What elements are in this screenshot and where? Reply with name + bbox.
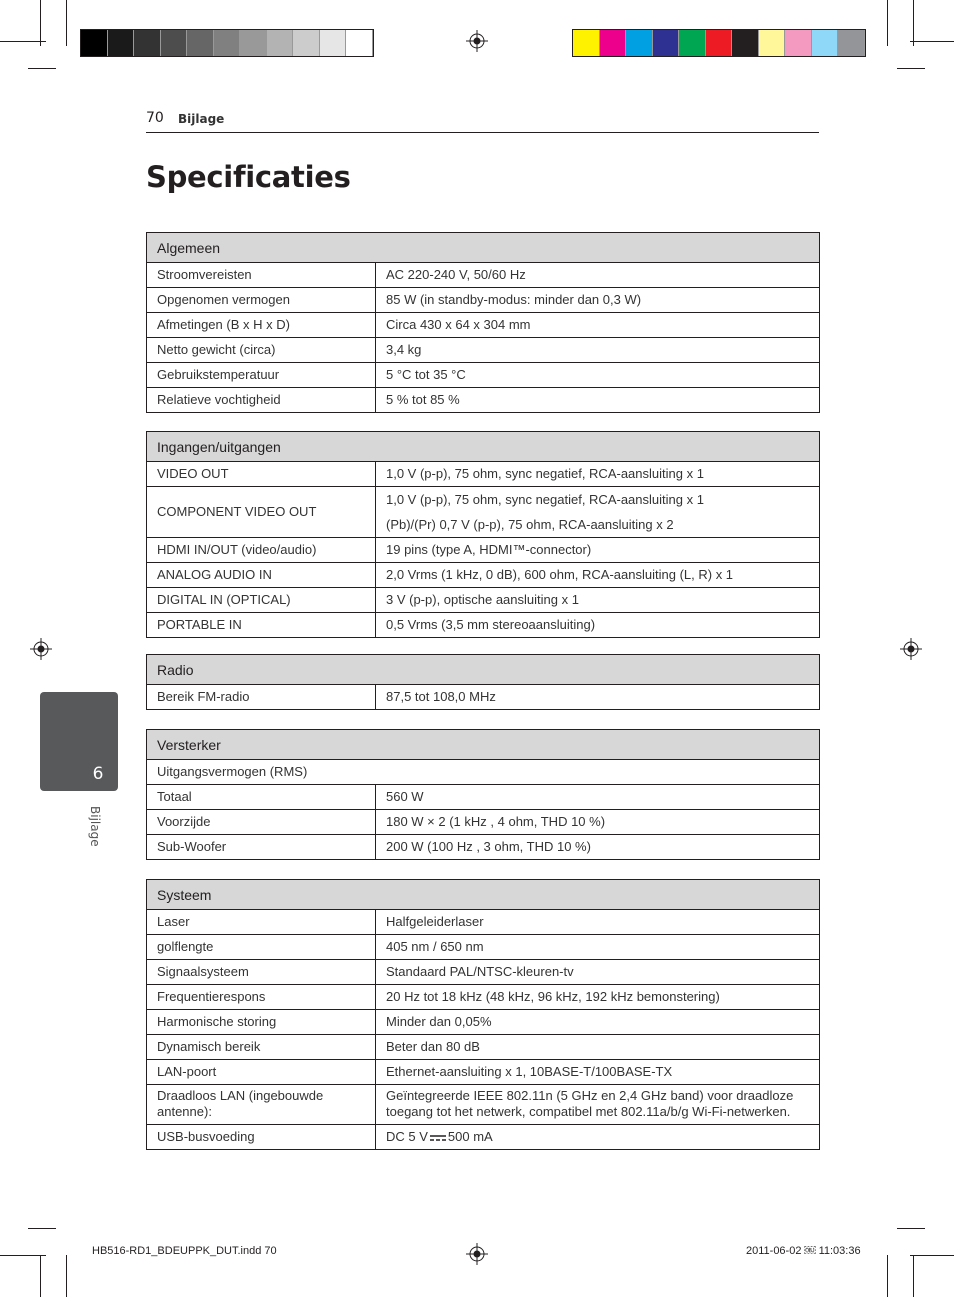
table-row: Sub-Woofer 200 W (100 Hz , 3 ohm, THD 10 %) <box>147 835 820 860</box>
table-row: DIGITAL IN (OPTICAL) 3 V (p-p), optische aansluiting x 1 <box>147 588 820 613</box>
crop-mark <box>0 41 46 42</box>
table-row: Harmonische storing Minder dan 0,05% <box>147 1010 820 1035</box>
crop-mark <box>910 1255 954 1256</box>
color-swatch <box>626 30 653 56</box>
table-row: Afmetingen (B x H x D) Circa 430 x 64 x 304 mm <box>147 313 820 338</box>
table-row: Gebruikstemperatuur 5 °C tot 35 °C <box>147 363 820 388</box>
header-rule <box>146 132 819 133</box>
table-row: USB-busvoeding DC 5 V 500 mA <box>147 1125 820 1150</box>
table-row: PORTABLE IN 0,5 Vrms (3,5 mm stereoaansluiting) <box>147 613 820 638</box>
registration-mark-icon <box>900 638 922 660</box>
color-swatch <box>293 30 320 56</box>
color-swatch <box>240 30 267 56</box>
table-row: Totaal 560 W <box>147 785 820 810</box>
crop-mark <box>40 0 41 46</box>
color-swatch <box>759 30 786 56</box>
table-heading: Radio <box>147 655 820 685</box>
table-row: Netto gewicht (circa) 3,4 kg <box>147 338 820 363</box>
color-swatch <box>812 30 839 56</box>
color-swatch <box>346 30 373 56</box>
table-row: Opgenomen vermogen 85 W (in standby-modus: minder dan 0,3 W) <box>147 288 820 313</box>
color-swatch <box>320 30 347 56</box>
chapter-number: 6 <box>92 764 104 784</box>
color-swatch <box>267 30 294 56</box>
color-swatch <box>679 30 706 56</box>
table-row: Dynamisch bereik Beter dan 80 dB <box>147 1035 820 1060</box>
table-row: Uitgangsvermogen (RMS) <box>147 760 820 785</box>
color-swatch <box>706 30 733 56</box>
table-heading: Ingangen/uitgangen <box>147 432 820 462</box>
crop-mark <box>0 1255 46 1256</box>
spec-table-algemeen <box>146 232 820 413</box>
spec-table-systeem <box>146 879 820 1150</box>
table-row: Bereik FM-radio 87,5 tot 108,0 MHz <box>147 685 820 710</box>
table-row: Laser Halfgeleiderlaser <box>147 910 820 935</box>
page-title: Specificaties <box>146 160 351 194</box>
crop-mark <box>913 1255 914 1297</box>
spec-table-io <box>146 431 820 638</box>
spec-table-versterker <box>146 729 820 860</box>
table-row: ANALOG AUDIO IN 2,0 Vrms (1 kHz, 0 dB), 600 ohm, RCA-aansluiting (L, R) x 1 <box>147 563 820 588</box>
table-row: COMPONENT VIDEO OUT 1,0 V (p-p), 75 ohm, sync negatief, RCA-aansluiting x 1 (Pb)/(Pr) 0,7 V (p-p), 75 ohm, RCA-aansluiting x 2 <box>147 487 820 538</box>
table-heading: Versterker <box>147 730 820 760</box>
registration-mark-icon <box>466 30 488 52</box>
chapter-label: Bijlage <box>88 806 102 847</box>
page-number: 70 <box>146 110 164 126</box>
color-calibration-bar <box>572 29 866 57</box>
table-row: Draadloos LAN (ingebouwde antenne): Geïntegreerde IEEE 802.11n (5 GHz en 2,4 GHz band) voor draadloze toegang tot het netwerk, compatibel met 802.11a/b/g Wi-Fi-netwerken. <box>147 1085 820 1125</box>
color-swatch <box>653 30 680 56</box>
table-heading: Algemeen <box>147 233 820 263</box>
table-row: Relatieve vochtigheid 5 % tot 85 % <box>147 388 820 413</box>
table-row: Signaalsysteem Standaard PAL/NTSC-kleuren-tv <box>147 960 820 985</box>
color-swatch <box>81 30 108 56</box>
section-label: Bijlage <box>178 112 225 126</box>
registration-mark-icon <box>30 638 52 660</box>
table-row: golflengte 405 nm / 650 nm <box>147 935 820 960</box>
gray-calibration-bar <box>80 29 374 57</box>
crop-mark <box>887 1255 888 1297</box>
table-row: LAN-poort Ethernet-aansluiting x 1, 10BASE-T/100BASE-TX <box>147 1060 820 1085</box>
table-row: Frequentierespons 20 Hz tot 18 kHz (48 kHz, 96 kHz, 192 kHz bemonstering) <box>147 985 820 1010</box>
registration-mark-icon <box>466 1243 488 1265</box>
crop-mark <box>897 1228 925 1229</box>
color-swatch <box>785 30 812 56</box>
crop-mark <box>913 0 914 46</box>
footer-filename: HB516-RD1_BDEUPPK_DUT.indd 70 <box>92 1245 277 1257</box>
footer-timestamp: 2011-06-02 ￼ 11:03:36 <box>746 1245 861 1257</box>
color-swatch <box>134 30 161 56</box>
crop-mark <box>28 68 56 69</box>
color-swatch <box>573 30 600 56</box>
table-heading: Systeem <box>147 880 820 910</box>
color-swatch <box>108 30 135 56</box>
crop-mark <box>66 1255 67 1297</box>
color-swatch <box>214 30 241 56</box>
crop-mark <box>40 1255 41 1297</box>
crop-mark <box>897 68 925 69</box>
crop-mark <box>910 41 954 42</box>
crop-mark <box>28 1228 56 1229</box>
table-row: Stroomvereisten AC 220-240 V, 50/60 Hz <box>147 263 820 288</box>
color-swatch <box>161 30 188 56</box>
color-swatch <box>187 30 214 56</box>
crop-mark <box>66 0 67 46</box>
table-row: VIDEO OUT 1,0 V (p-p), 75 ohm, sync negatief, RCA-aansluiting x 1 <box>147 462 820 487</box>
table-row: HDMI IN/OUT (video/audio) 19 pins (type A, HDMI™-connector) <box>147 538 820 563</box>
color-swatch <box>600 30 627 56</box>
spec-table-radio <box>146 654 820 710</box>
table-row: Voorzijde 180 W × 2 (1 kHz , 4 ohm, THD 10 %) <box>147 810 820 835</box>
color-swatch <box>732 30 759 56</box>
crop-mark <box>887 0 888 46</box>
dc-symbol-icon <box>430 1134 446 1142</box>
color-swatch <box>838 30 865 56</box>
